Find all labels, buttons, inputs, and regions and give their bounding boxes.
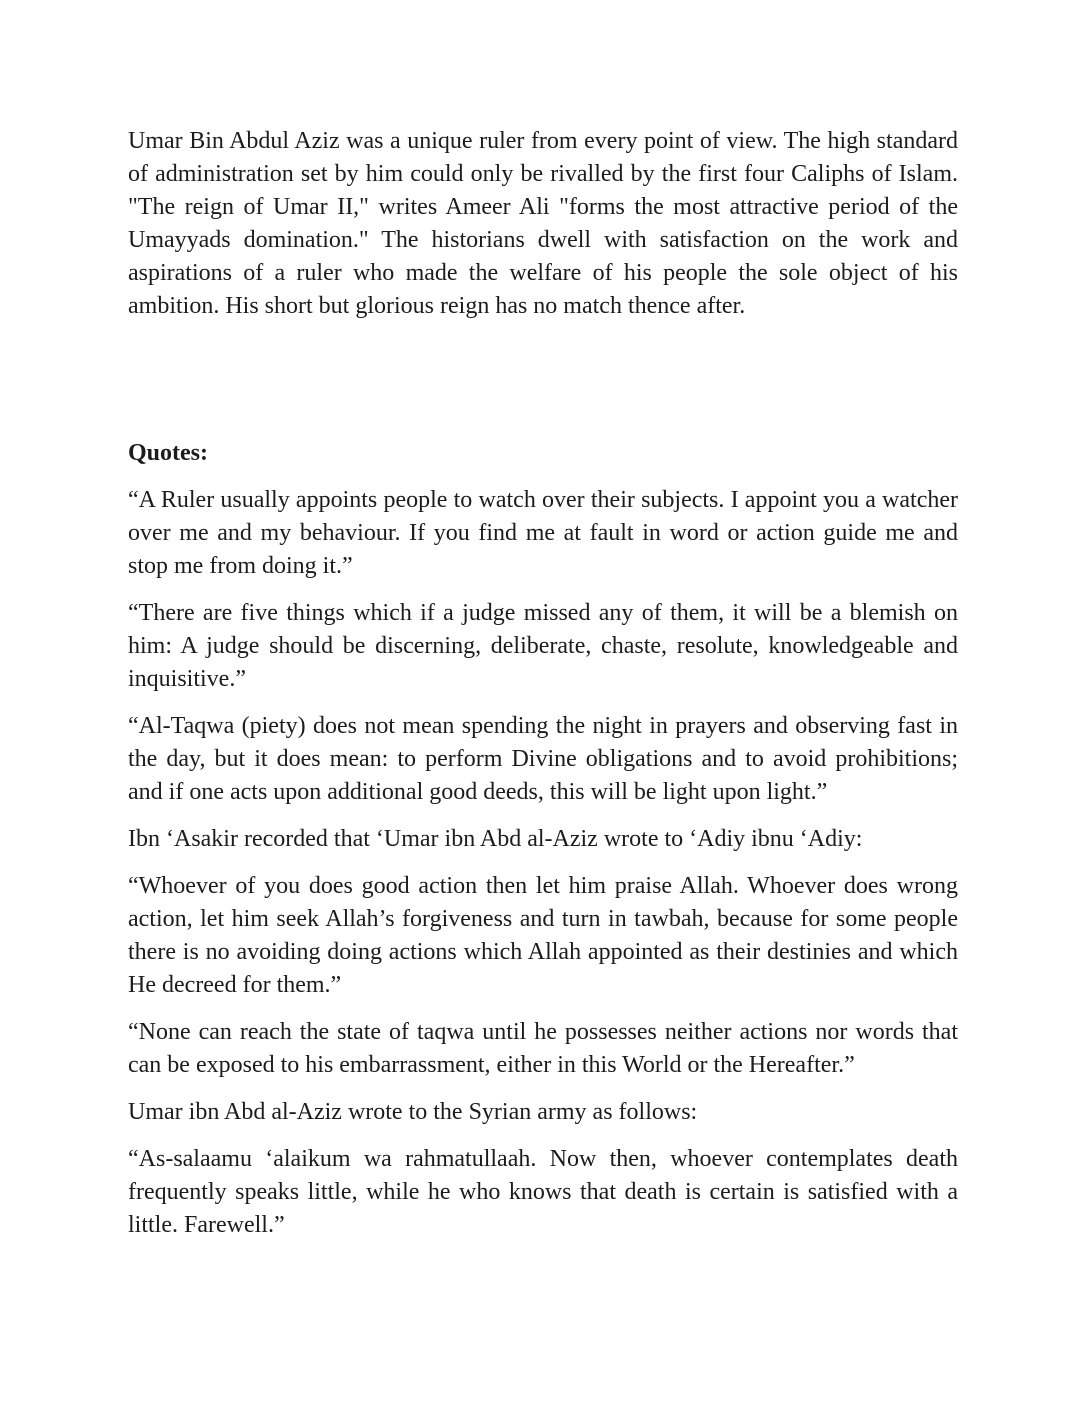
attribution-line: Umar ibn Abd al-Aziz wrote to the Syrian army as follows:	[128, 1099, 698, 1125]
quote-paragraph: “None can reach the state of taqwa until he possesses neither actions nor words that can be exposed to his embarrassment, either in this World or the Hereafter.”	[128, 1019, 958, 1078]
quote-paragraph: “As-salaamu ‘alaikum wa rahmatullaah. Now then, whoever contemplates death frequently speaks little, while he who knows that death is certain is satisfied with a little. Farewell.”	[128, 1146, 958, 1238]
quote-paragraph: “Al-Taqwa (piety) does not mean spending the night in prayers and observing fast in the day, but it does mean: to perform Divine obligations and to avoid prohibitions; and if one acts upon additional good deeds, this will be light upon light.”	[128, 713, 958, 805]
quotes-heading: Quotes:	[128, 440, 208, 466]
intro-paragraph: Umar Bin Abdul Aziz was a unique ruler from every point of view. The high standard of administration set by him could only be rivalled by the first four Caliphs of Islam. "The reign of Umar II," writes Ameer Ali "forms the most attractive period of the Umayyads domination." The historians dwell with satisfaction on the work and aspirations of a ruler who made the welfare of his people the sole object of his ambition. His short but glorious reign has no match thence after.	[128, 128, 958, 319]
quote-paragraph: “Whoever of you does good action then let him praise Allah. Whoever does wrong action, let him seek Allah’s forgiveness and turn in tawbah, because for some people there is no avoiding doing actions which Allah appointed as their destinies and which He decreed for them.”	[128, 873, 958, 998]
quote-paragraph: “There are five things which if a judge missed any of them, it will be a blemish on him: A judge should be discerning, deliberate, chaste, resolute, knowledgeable and inquisitive.”	[128, 600, 958, 692]
attribution-line: Ibn ‘Asakir recorded that ‘Umar ibn Abd al-Aziz wrote to ‘Adiy ibnu ‘Adiy:	[128, 826, 863, 852]
quote-paragraph: “A Ruler usually appoints people to watch over their subjects. I appoint you a watcher over me and my behaviour. If you find me at fault in word or action guide me and stop me from doing it.”	[128, 487, 958, 579]
